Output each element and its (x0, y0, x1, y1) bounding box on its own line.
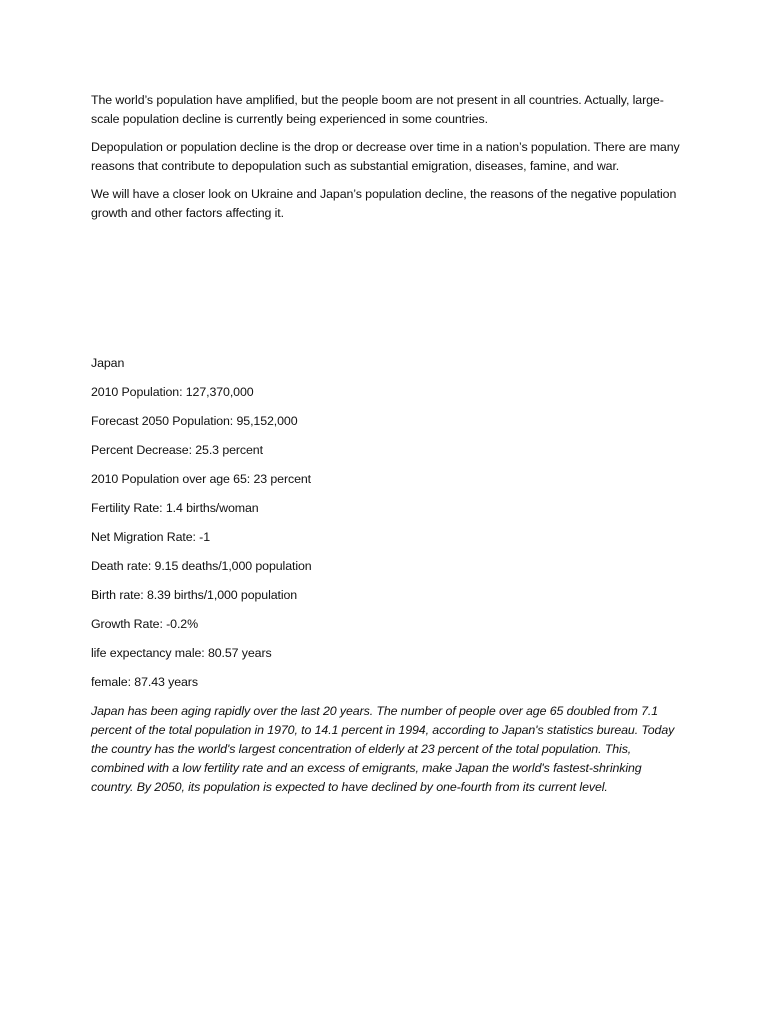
intro-paragraph-3: We will have a closer look on Ukraine and Japan’s population decline, the reasons of the negative population growth and other factors affecting it. (91, 187, 677, 220)
blank-space (91, 232, 687, 354)
intro-paragraph-2: Depopulation or population decline is the drop or decrease over time in a nation’s population. There are many reasons that contribute to depopulation such as substantial emigration, diseases, famine, and war. (91, 140, 680, 173)
fact-net-migration-rate: Net Migration Rate: -1 (91, 530, 211, 544)
fact-fertility-rate: Fertility Rate: 1.4 births/woman (91, 501, 259, 515)
fact-percent-decrease: Percent Decrease: 25.3 percent (91, 443, 263, 457)
document-page (91, 91, 687, 797)
japan-heading: Japan (91, 356, 125, 370)
fact-life-expectancy-male: life expectancy male: 80.57 years (91, 646, 272, 660)
fact-birth-rate: Birth rate: 8.39 births/1,000 population (91, 588, 298, 602)
fact-life-expectancy-female: female: 87.43 years (91, 675, 198, 689)
fact-population-over-65: 2010 Population over age 65: 23 percent (91, 472, 311, 486)
fact-2010-population: 2010 Population: 127,370,000 (91, 385, 254, 399)
fact-forecast-2050-population: Forecast 2050 Population: 95,152,000 (91, 414, 298, 428)
fact-death-rate: Death rate: 9.15 deaths/1,000 population (91, 559, 312, 573)
fact-growth-rate: Growth Rate: -0.2% (91, 617, 199, 631)
japan-summary-paragraph: Japan has been aging rapidly over the last 20 years. The number of people over age 65 doubled from 7.1 percent of the total population in 1970, to 14.1 percent in 1994, according to Japan's statistics bureau. Today the country has the world's largest concentration of elderly at 23 percent of the total population. This, combined with a low fertility rate and an excess of emigrants, make Japan the world's fastest-shrinking country. By 2050, its population is expected to have declined by one-fourth from its current level. (91, 704, 675, 794)
intro-paragraph-1: The world’s population have amplified, but the people boom are not present in all countries. Actually, large-scale population decline is currently being experienced in some countries. (91, 93, 664, 126)
